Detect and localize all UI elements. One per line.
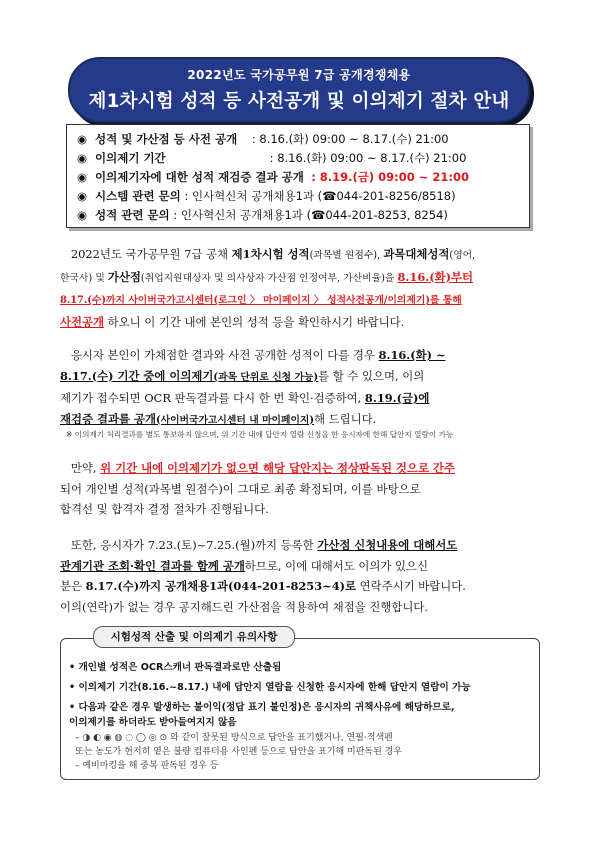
text: 합격선 및 합격자 결정 절차가 진행됩니다.: [60, 502, 269, 516]
text: 하므로, 이에 대해서도 이의가 있으신: [244, 558, 429, 573]
schedule-label: 성적 및 가산점 등 사전 공개: [95, 132, 238, 146]
schedule-value: : 인사혁신처 공개채용1과 (☎044-201-8256/8518): [184, 189, 456, 203]
text: 분은: [60, 579, 86, 593]
title-subtitle: 2022년도 국가공무원 7급 공개경쟁채용: [187, 68, 411, 82]
text-bold: 과목대체성적: [383, 247, 450, 261]
text-highlight: 8.16.(화)부터: [397, 269, 473, 284]
text-bold: 관계기관 조회·확인 결과를 함께 공개: [60, 558, 245, 573]
text-bold: 8.16.(화) ~: [378, 348, 446, 362]
text: 또한, 응시자가 7.23.(토)~7.25.(월)까지 등록한: [70, 538, 318, 552]
text-highlight: 사전공개: [60, 314, 105, 329]
text-highlight: 위 기간 내에 이의제기가 없으면 해당 답안지는 정상판독된 것으로 간주: [100, 461, 455, 475]
schedule-label: 이의제기 기간: [95, 151, 166, 165]
title-banner: [68, 57, 530, 123]
text: 제기가 접수되면 OCR 판독결과를 다시 한 번 확인·검증하여,: [60, 391, 365, 405]
paragraph-objection: [60, 345, 542, 431]
text-bold: 가산점 신청내용에 대해서도: [317, 538, 458, 552]
text-small: (영어,: [449, 250, 476, 261]
bullet-icon: ◉: [77, 189, 88, 203]
schedule-value: : 8.16.(화) 09:00 ~ 8.17.(수) 21:00: [269, 151, 467, 165]
schedule-label: 이의제기자에 대한 성적 재검증 결과 공개: [95, 170, 304, 184]
text: 2022년도 국가공무원 7급 공채: [70, 247, 232, 261]
bullet-icon: ◉: [77, 170, 88, 184]
text-small: (과목별 원점수),: [309, 250, 384, 261]
text: 이의(연락)가 없는 경우 공지해드린 가산점을 적용하여 채점을 진행합니다.: [60, 599, 428, 614]
text-small: 한국사) 및: [60, 272, 108, 284]
text-bold: 가산점: [107, 269, 141, 284]
text-bold: (과목 단위로 신청 가능): [213, 371, 319, 383]
schedule-label: 시스템 관련 문의: [95, 189, 181, 203]
schedule-row: [77, 131, 449, 147]
notice-title: 시험성적 산출 및 이의제기 유의사항: [93, 626, 295, 648]
notice-item: • 다음과 같은 경우 발생하는 불이익(정답 표기 불인정)은 응시자의 귀책사유에 해당하므로,: [69, 702, 455, 713]
schedule-value: : 8.16.(화) 09:00 ~ 8.17.(수) 21:00: [251, 132, 449, 146]
text-bold: 재검증 결과를 공개: [60, 411, 156, 426]
text-bold: (사이버국가고시센터 내 마이페이지): [155, 414, 315, 426]
text: 되어 개인별 성적(과목별 원점수)이 그대로 최종 확정되며, 이를 바탕으로: [60, 481, 421, 496]
bullet-icon: ◉: [77, 208, 88, 222]
text: 하오니 이 기간 내에 본인의 성적 등을 확인하시기 바랍니다.: [104, 314, 405, 329]
schedule-label: 성적 관련 문의: [95, 208, 170, 222]
text-highlight: 8.17.(수)까지 사이버국가고시센터(로그인 〉 마이페이지 〉 성적사전공개/이의제기)를 통해: [60, 295, 462, 306]
text: 해 드립니다.: [314, 411, 377, 426]
bullet-icon: ◉: [77, 132, 88, 146]
schedule-value: : 인사혁신처 공개채용1과 (☎044-201-8253, 8254): [173, 208, 448, 222]
footnote: ※ 이의제기 처리결과를 별도 통보하지 않으며, 위 기간 내에 답안지 열람 신청을 한 응시자에 한해 답안지 열람이 가능: [66, 430, 454, 439]
text: 만약,: [70, 461, 101, 475]
paragraph-bonus-points: [60, 535, 542, 617]
notice-item: • 개인별 성적은 OCR스캐너 판독결과로만 산출됨: [69, 662, 282, 673]
schedule-value: : 8.19.(금) 09:00 ~ 21:00: [311, 170, 470, 184]
notice-subitem: – ◑ ◐ ◉ ◍ ◌ ◯ ◎ ⊙ 와 같이 잘못된 방식으로 답안을 표기했거나, 연필·적색펜: [75, 733, 393, 743]
bullet-icon: ◉: [77, 151, 88, 165]
page-title: 제1차시험 성적 등 사전공개 및 이의제기 절차 안내: [88, 91, 510, 112]
notice-item: 이의제기를 하더라도 받아들여지지 않음: [69, 717, 237, 728]
text: 응시자 본인이 가채점한 결과와 사전 공개한 성적이 다를 경우: [70, 348, 379, 362]
notice-box: [60, 638, 540, 780]
notice-subitem: 또는 농도가 현저히 옅은 불량 컴퓨터용 사인펜 등으로 답안을 표기해 미판독된 경우: [75, 747, 403, 757]
schedule-row: [77, 150, 466, 166]
paragraph-no-objection: [60, 458, 542, 520]
text: 연락주시기 바랍니다.: [356, 579, 466, 593]
text-small: (취업지원대상자 및 의사상자 가산점 인정여부, 가산비율)을: [140, 272, 398, 284]
text-bold: 8.17.(수)까지 공개채용1과(044-201-8253~4)로: [85, 579, 357, 593]
notice-subitem: – 예비마킹을 해 중복 판독된 경우 등: [75, 761, 219, 771]
schedule-box: [66, 124, 530, 228]
paragraph-preview: [60, 244, 542, 332]
schedule-row: [77, 169, 469, 185]
notice-item: • 이의제기 기간(8.16.~8.17.) 내에 답안지 열람을 신청한 응시자에 한해 답안지 열람이 가능: [69, 682, 471, 693]
text-bold: 제1차시험 성적: [231, 247, 310, 261]
schedule-row: [77, 188, 456, 204]
text: 를 할 수 있으며, 이의: [318, 368, 425, 383]
schedule-row: [77, 207, 448, 223]
text-bold: 8.19.(금)에: [364, 391, 430, 405]
text-bold: 8.17.(수) 기간 중에 이의제기: [60, 368, 214, 383]
